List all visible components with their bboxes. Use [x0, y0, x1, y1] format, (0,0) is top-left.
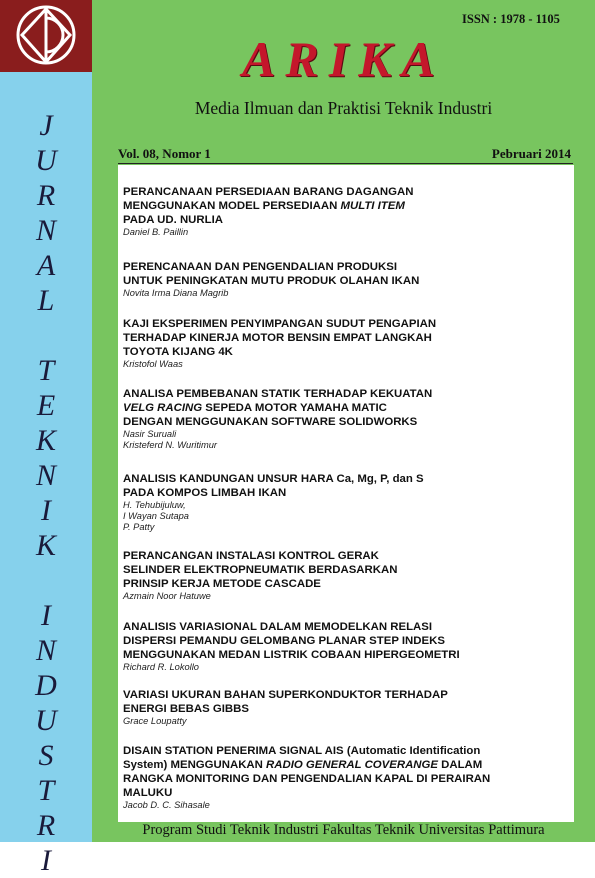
- article-title-line: DISAIN STATION PENERIMA SIGNAL AIS (Automatic Identification: [123, 745, 481, 757]
- article-title-line: TERHADAP KINERJA MOTOR BENSIN EMPAT LANGKAH: [123, 332, 432, 344]
- article-author: Kristeferd N. Wuritimur: [123, 440, 218, 450]
- article-entry: [123, 387, 568, 451]
- article-author: Daniel B. Paillin: [123, 227, 189, 237]
- article-title-line: DISPERSI PEMANDU GELOMBANG PLANAR STEP INDEKS: [123, 635, 445, 647]
- article-title-line: ANALISIS VARIASIONAL DALAM MEMODELKAN RELASI: [123, 621, 433, 633]
- spine-letter: R: [36, 809, 56, 842]
- article-title-line: VELG RACING SEPEDA MOTOR YAMAHA MATIC: [123, 402, 387, 414]
- article-author: Kristofol Waas: [123, 359, 183, 369]
- spine-letter: T: [37, 774, 55, 807]
- article-title-line: RANGKA MONITORING DAN PENGENDALIAN KAPAL DI PERAIRAN: [123, 773, 491, 785]
- spine-letter: E: [36, 389, 56, 422]
- spine-letter: U: [35, 704, 57, 737]
- article-author: Grace Loupatty: [123, 716, 187, 726]
- spine-letter: K: [35, 424, 56, 457]
- spine-title: [0, 108, 92, 878]
- spine-letter: N: [35, 634, 56, 667]
- issue-bar: [118, 145, 573, 164]
- article-entry: [123, 472, 568, 533]
- article-entry: [123, 620, 568, 673]
- article-entry: [123, 317, 568, 370]
- journal-subtitle: Media Ilmuan dan Praktisi Teknik Industri: [194, 98, 493, 118]
- article-title-line: UNTUK PENINGKATAN MUTU PRODUK OLAHAN IKAN: [123, 275, 420, 287]
- article-title-line: MENGGUNAKAN MEDAN LISTRIK COBAAN HIPERGEOMETRI: [123, 649, 460, 661]
- article-title-line: PRINSIP KERJA METODE CASCADE: [123, 578, 321, 590]
- article-title-line: ANALISIS KANDUNGAN UNSUR HARA Ca, Mg, P, dan S: [123, 473, 424, 485]
- spine-letter: A: [36, 249, 56, 282]
- spine-letter: I: [41, 844, 51, 877]
- article-entry: [123, 260, 568, 299]
- spine-letter: N: [35, 214, 56, 247]
- article-author: Nasir Suruali: [123, 429, 177, 439]
- spine-letter: J: [39, 109, 53, 142]
- article-title-line: TOYOTA KIJANG 4K: [123, 346, 233, 358]
- article-author: Azmain Noor Hatuwe: [123, 591, 211, 601]
- article-title-line: PADA KOMPOS LIMBAH IKAN: [123, 487, 287, 499]
- spine-letter: R: [36, 179, 56, 212]
- article-author: H. Tehubijuluw,: [123, 500, 186, 510]
- spine-letter: L: [37, 284, 55, 317]
- article-entry: [123, 744, 568, 811]
- article-author: I Wayan Sutapa: [123, 511, 189, 521]
- article-entry: [123, 549, 568, 602]
- article-entry: [123, 185, 568, 238]
- table-of-contents: [118, 165, 574, 822]
- article-author: Richard R. Lokollo: [123, 662, 199, 672]
- issue-date: Pebruari 2014: [491, 146, 571, 161]
- article-title-line: DENGAN MENGGUNAKAN SOFTWARE SOLIDWORKS: [123, 416, 418, 428]
- spine-letter: T: [37, 354, 55, 387]
- article-author: P. Patty: [123, 522, 155, 532]
- spine-letter: U: [35, 144, 57, 177]
- article-title-line: PERENCANAAN DAN PENGENDALIAN PRODUKSI: [123, 261, 398, 273]
- article-title-line: PERANCANAAN PERSEDIAAN BARANG DAGANGAN: [123, 186, 414, 198]
- journal-logo: [0, 0, 92, 72]
- volume-number: Vol. 08, Nomor 1: [118, 146, 211, 161]
- article-title-line: PADA UD. NURLIA: [123, 214, 223, 226]
- article-title-line: System) MENGGUNAKAN RADIO GENERAL COVERANGE DALAM: [123, 759, 483, 771]
- issn-number: ISSN : 1978 - 1105: [462, 12, 560, 26]
- spine-letter: S: [38, 739, 54, 772]
- article-title-line: VARIASI UKURAN BAHAN SUPERKONDUKTOR TERHADAP: [123, 689, 448, 701]
- logo-emblem-icon: [4, 2, 88, 70]
- spine-letter: K: [35, 529, 56, 562]
- spine-letter: D: [35, 669, 57, 702]
- article-title-line: SELINDER ELEKTROPNEUMATIK BERDASARKAN: [123, 564, 398, 576]
- article-title-line: MENGGUNAKAN MODEL PERSEDIAAN MULTI ITEM: [123, 200, 405, 212]
- article-entry: [123, 688, 568, 727]
- spine-letter: I: [41, 494, 51, 527]
- spine-letter: N: [35, 459, 56, 492]
- journal-title: ARIKA: [242, 31, 445, 87]
- article-title-line: ANALISA PEMBEBANAN STATIK TERHADAP KEKUATAN: [123, 388, 433, 400]
- article-title-line: MALUKU: [123, 787, 173, 799]
- article-author: Novita Irma Diana Magrib: [123, 288, 229, 298]
- article-author: Jacob D. C. Sihasale: [123, 800, 210, 810]
- article-title-line: KAJI EKSPERIMEN PENYIMPANGAN SUDUT PENGAPIAN: [123, 318, 437, 330]
- spine-letter: I: [41, 599, 51, 632]
- article-title-line: ENERGI BEBAS GIBBS: [123, 703, 249, 715]
- publisher-footer: Program Studi Teknik Industri Fakultas Teknik Universitas Pattimura: [142, 822, 545, 838]
- article-title-line: PERANCANGAN INSTALASI KONTROL GERAK: [123, 550, 379, 562]
